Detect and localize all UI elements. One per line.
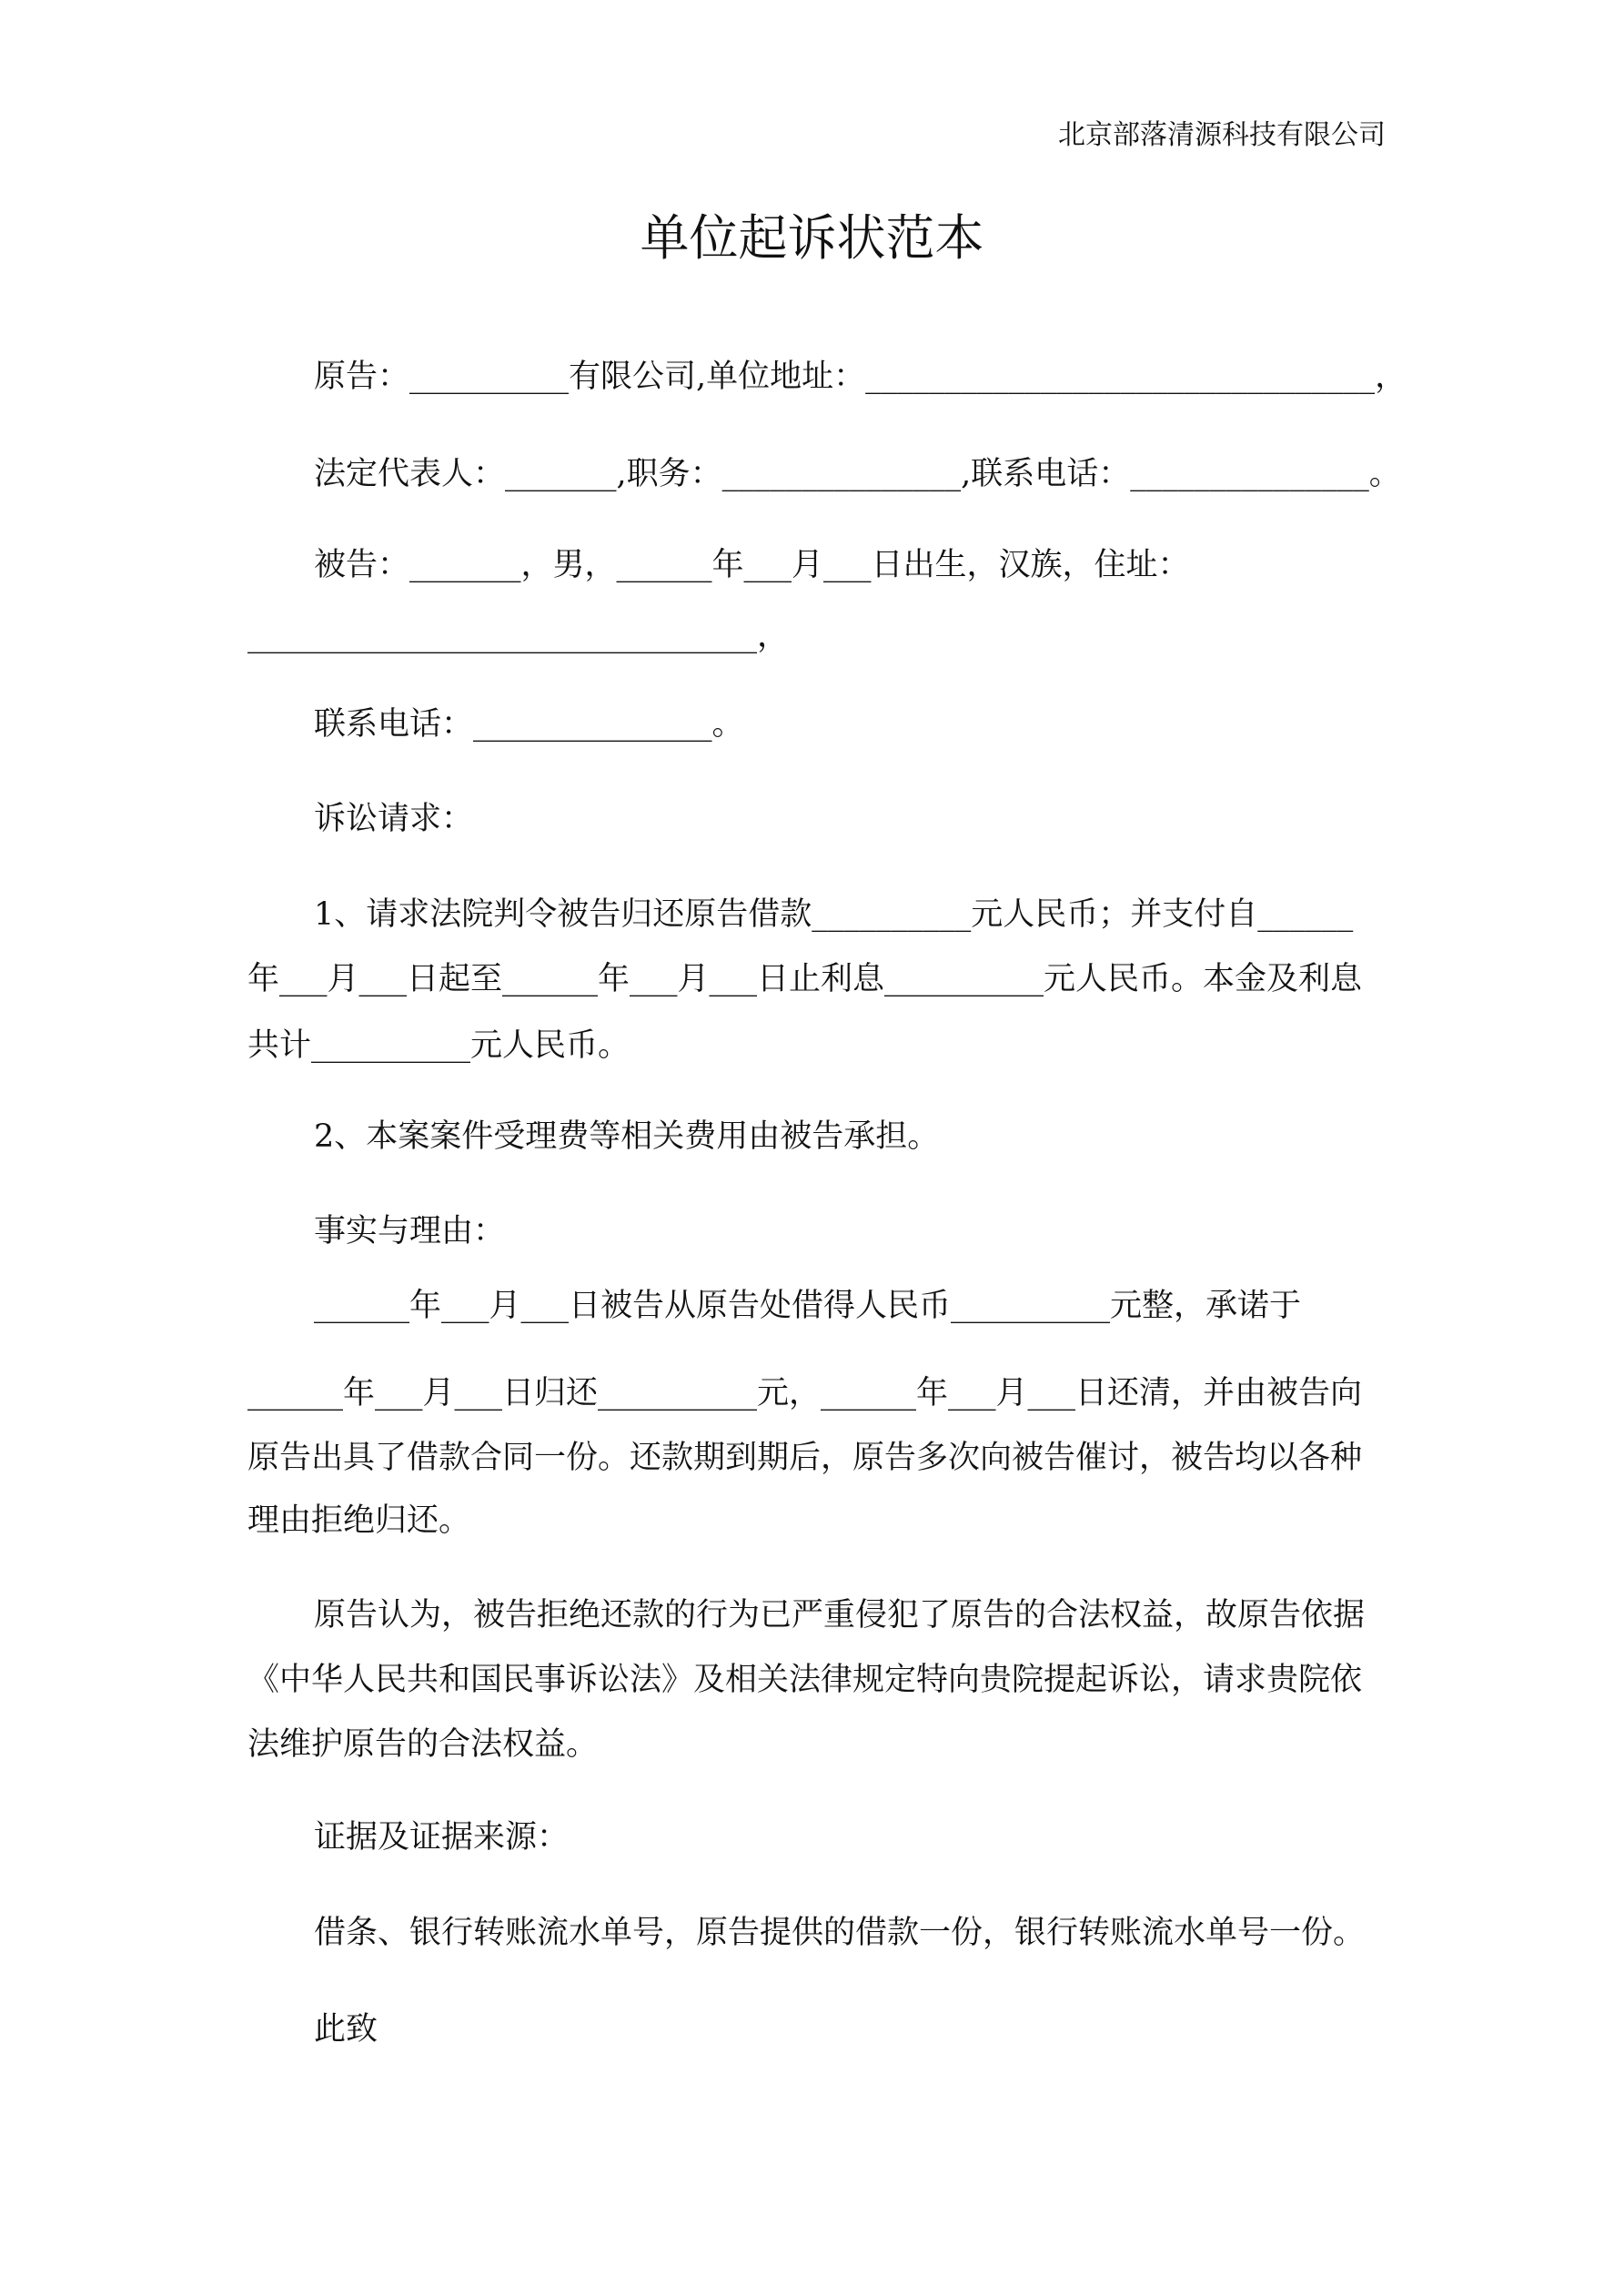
claim-1-line: 年___月___日起至______年___月___日止利息__________元人民币。本金及利息 xyxy=(247,961,1363,997)
facts-para-1-line: 原告出具了借款合同一份。还款期到期后，原告多次向被告催讨，被告均以各种 xyxy=(247,1440,1363,1476)
claims-heading: 诉讼请求： xyxy=(314,801,474,837)
claim-1-line: 共计__________元人民币。 xyxy=(247,1027,630,1064)
facts-para-2-line: 法维护原告的合法权益。 xyxy=(247,1726,599,1763)
company-header: 北京部落清源科技有限公司 xyxy=(1058,119,1386,151)
defendant-line: 被告：_______，男，______年___月___日出生，汉族，住址： xyxy=(314,547,1190,583)
facts-para-2-line: 原告认为，被告拒绝还款的行为已严重侵犯了原告的合法权益，故原告依据 xyxy=(314,1597,1366,1633)
facts-para-1-line: 理由拒绝归还。 xyxy=(247,1502,471,1539)
facts-para-2-line: 《中华人民共和国民事诉讼法》及相关法律规定特向贵院提起诉讼，请求贵院依 xyxy=(247,1662,1363,1698)
claim-1-line: 1、请求法院判令被告归还原告借款__________元人民币；并支付自______ xyxy=(314,896,1354,933)
claim-2-line: 2、本案案件受理费等相关费用由被告承担。 xyxy=(314,1118,940,1155)
plaintiff-line: 原告：__________有限公司,单位地址：________________________________， xyxy=(314,359,1407,395)
legal-representative-line: 法定代表人：_______,职务：_______________,联系电话：_______________。 xyxy=(314,456,1401,492)
defendant-phone-line: 联系电话：_______________。 xyxy=(314,706,744,743)
defendant-address-line: ________________________________， xyxy=(247,618,790,654)
facts-para-1-line: ______年___月___日被告从原告处借得人民币__________元整，承诺于 xyxy=(314,1288,1302,1324)
evidence-text: 借条、银行转账流水单号，原告提供的借款一份，银行转账流水单号一份。 xyxy=(314,1915,1366,1951)
closing-text: 此致 xyxy=(314,2011,378,2048)
evidence-heading: 证据及证据来源： xyxy=(314,1819,570,1856)
facts-heading: 事实与理由： xyxy=(314,1213,506,1249)
facts-para-1-line: ______年___月___日归还__________元，______年___月___日还清，并由被告向 xyxy=(247,1375,1363,1411)
document-title: 单位起诉状范本 xyxy=(640,209,984,267)
